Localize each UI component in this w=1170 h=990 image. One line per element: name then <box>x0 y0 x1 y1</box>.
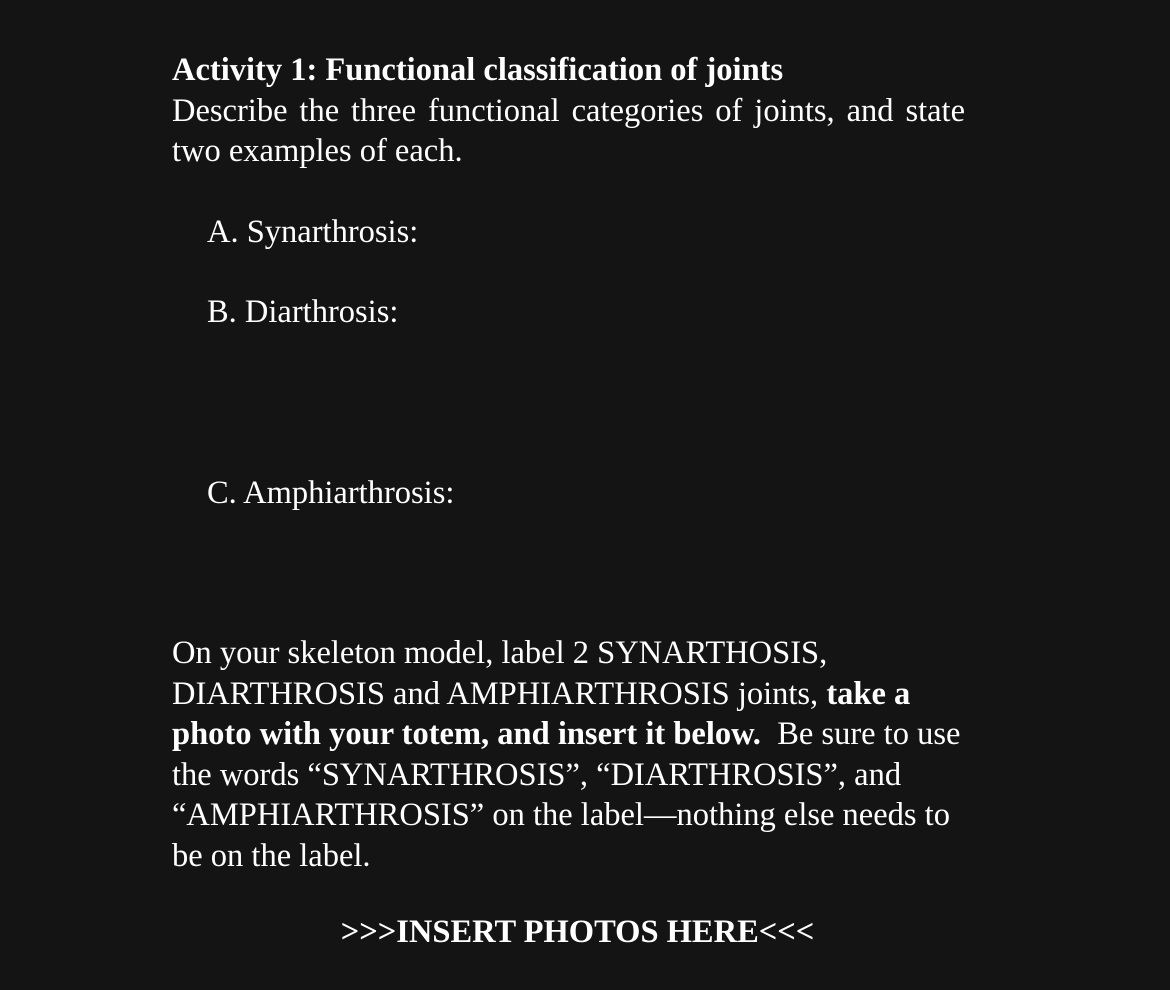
activity-prompt: Describe the three functional categories of joints, and state two examples of each. <box>172 92 965 169</box>
instructions-text-2: Be sure to use the words “SYNARTHROSIS”, “DIARTHROSIS”, and “AMPHIARTHROSIS” on the label—nothing else needs to be on the label. <box>172 716 969 874</box>
photo-instructions <box>172 633 969 876</box>
category-synarthrosis: A. Synarthrosis: <box>207 213 419 250</box>
document-body <box>172 50 969 876</box>
instructions-text-1: On your skeleton model, label 2 SYNARTHOSIS, DIARTHROSIS and AMPHIARTHROSIS joints, <box>172 635 828 712</box>
category-diarthrosis: B. Diarthrosis: <box>207 294 399 330</box>
category-amphiarthrosis: C. Amphiarthrosis: <box>207 474 455 511</box>
activity-title: Activity 1: Functional classification of joints <box>172 52 784 88</box>
insert-photos-placeholder: >>>INSERT PHOTOS HERE<<< <box>340 914 815 950</box>
instructions-bold-text: take a photo with your totem, and insert it below. <box>172 675 911 752</box>
